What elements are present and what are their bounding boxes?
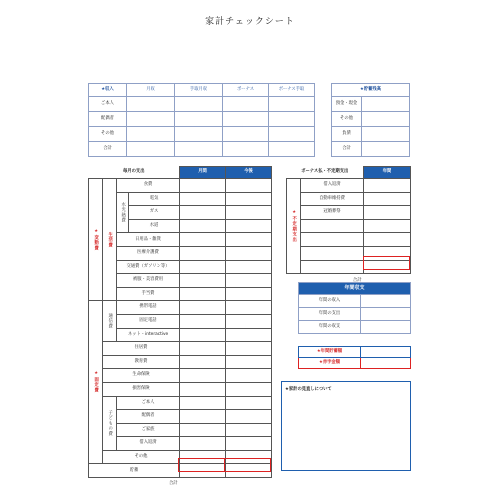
input-cell[interactable] (180, 355, 226, 369)
input-cell[interactable] (127, 127, 175, 142)
savings-row-label: 負債 (332, 127, 362, 142)
group-tsushin: 通信費 (103, 301, 117, 342)
item-sonota-hoken: 借入返済 (117, 437, 180, 451)
item-hifuku: 被服・美容費用 (117, 274, 180, 288)
input-cell[interactable] (226, 396, 272, 410)
input-cell[interactable] (269, 112, 315, 127)
bonus-total-highlight (363, 256, 410, 270)
annual-balance-table (298, 282, 411, 334)
annual-saving-value[interactable] (361, 347, 411, 358)
group-kotei: ★固定費 (89, 301, 103, 464)
input-cell[interactable] (226, 437, 272, 451)
input-cell[interactable] (180, 328, 226, 342)
input-cell[interactable] (226, 355, 272, 369)
input-cell[interactable] (361, 308, 411, 321)
input-cell[interactable] (269, 127, 315, 142)
input-cell[interactable] (226, 233, 272, 247)
input-cell[interactable] (361, 295, 411, 308)
monthly-expense-table (88, 166, 272, 491)
bonus-title: ボーナス払・不定期支出 (301, 169, 349, 175)
item-kyoiku: 教育費 (103, 355, 180, 369)
input-cell[interactable] (180, 301, 226, 315)
savings-row-label: 預金・現金 (332, 97, 362, 112)
input-cell[interactable] (364, 233, 411, 247)
input-cell[interactable] (180, 219, 226, 233)
bonus-item: 借入返済 (301, 179, 364, 193)
income-table (88, 83, 315, 157)
annual-header: 年間収支 (299, 283, 411, 295)
monthly-total-year[interactable] (226, 478, 272, 492)
input-cell[interactable] (180, 179, 226, 193)
input-cell[interactable] (226, 287, 272, 301)
input-cell[interactable] (362, 112, 410, 127)
input-cell[interactable] (180, 314, 226, 328)
bonus-total-label: 合計 (352, 277, 362, 283)
item-teate: 手当費 (117, 287, 180, 301)
input-cell[interactable] (226, 423, 272, 437)
bonus-item: 自動車維持費 (301, 192, 364, 206)
bonus-item-blank[interactable] (301, 260, 364, 274)
income-col-header: 月収 (127, 84, 175, 97)
input-cell[interactable] (223, 127, 269, 142)
input-cell[interactable] (175, 127, 223, 142)
item-gas: ガス (129, 206, 180, 220)
input-cell[interactable] (175, 142, 223, 157)
input-cell[interactable] (180, 260, 226, 274)
input-cell[interactable] (362, 127, 410, 142)
item-denki: 電気 (129, 192, 180, 206)
input-cell[interactable] (226, 314, 272, 328)
item-seimei: 生命保険 (103, 369, 180, 383)
income-col-header: ボーナス (223, 84, 269, 97)
annual-saving-table (298, 346, 411, 369)
input-cell[interactable] (226, 382, 272, 396)
input-cell[interactable] (226, 179, 272, 193)
income-col-header: ボーナス手取 (269, 84, 315, 97)
bonus-item-blank[interactable] (301, 233, 364, 247)
bonus-col-year: 年間 (364, 167, 411, 179)
item-jukyo: 住居費 (103, 342, 180, 356)
col-month-header: 月間 (180, 167, 226, 179)
input-cell[interactable] (226, 219, 272, 233)
input-cell[interactable] (364, 179, 411, 193)
input-cell[interactable] (362, 97, 410, 112)
income-row-label: その他 (89, 127, 127, 142)
monthly-title: 毎月の支出 (123, 169, 145, 175)
input-cell[interactable] (226, 274, 272, 288)
input-cell[interactable] (180, 396, 226, 410)
shortfall-label: ★赤字金額 (299, 358, 361, 369)
savings-header: ★貯蓄残高 (332, 84, 410, 97)
review-box[interactable] (281, 381, 411, 471)
shortfall-value[interactable] (361, 358, 411, 369)
input-cell[interactable] (180, 382, 226, 396)
input-cell[interactable] (180, 287, 226, 301)
input-cell[interactable] (223, 112, 269, 127)
item-chochiku: 貯蓄 (89, 464, 180, 478)
item-keitai: 携帯電話 (117, 301, 180, 315)
item-songai: 損害保険 (103, 382, 180, 396)
item-iryo: 医療介護費 (117, 246, 180, 260)
income-row-label: 配偶者 (89, 112, 127, 127)
annual-row-label: 年間の収入 (299, 295, 361, 308)
input-cell[interactable] (226, 192, 272, 206)
input-cell[interactable] (180, 437, 226, 451)
input-cell[interactable] (180, 274, 226, 288)
annual-row-label: 年間の支出 (299, 308, 361, 321)
input-cell[interactable] (226, 328, 272, 342)
income-header: ★収入 (89, 84, 127, 97)
item-sonota: その他 (103, 450, 180, 464)
item-suido: 水道 (129, 219, 180, 233)
input-cell[interactable] (127, 112, 175, 127)
input-cell[interactable] (180, 206, 226, 220)
item-kotsuhi: 交通費（ガソリン等） (117, 260, 180, 274)
item-gohonnin: ご本人 (117, 396, 180, 410)
input-cell[interactable] (180, 423, 226, 437)
input-cell[interactable] (180, 369, 226, 383)
item-kotei-denwa: 固定電話 (117, 314, 180, 328)
input-cell[interactable] (361, 321, 411, 334)
input-cell[interactable] (364, 206, 411, 220)
page-title: 家計チェックシート (205, 17, 295, 27)
input-cell[interactable] (223, 142, 269, 157)
input-cell[interactable] (269, 97, 315, 112)
group-suikonetsu: 水光熱費 (117, 192, 129, 233)
group-seikatsu: 生活費 (103, 179, 117, 301)
bonus-item: 冠婚葬祭 (301, 206, 364, 220)
input-cell[interactable] (175, 97, 223, 112)
input-cell[interactable] (362, 142, 410, 157)
bonus-item-blank[interactable] (301, 219, 364, 233)
input-cell[interactable] (175, 112, 223, 127)
input-cell[interactable] (180, 246, 226, 260)
input-cell[interactable] (127, 142, 175, 157)
input-cell[interactable] (226, 301, 272, 315)
input-cell[interactable] (226, 410, 272, 424)
group-hendo: ★変動費 (89, 179, 103, 301)
annual-row-label: 年間の収支 (299, 321, 361, 334)
group-kodomo: 子どもの費 (103, 396, 117, 450)
input-cell[interactable] (180, 410, 226, 424)
input-cell[interactable] (269, 142, 315, 157)
input-cell[interactable] (180, 342, 226, 356)
monthly-total-month-highlight (178, 458, 225, 472)
input-cell[interactable] (226, 206, 272, 220)
savings-row-label: その他 (332, 112, 362, 127)
savings-row-label: 合計 (332, 142, 362, 157)
review-label: ★家計の見直しについて (285, 387, 332, 392)
input-cell[interactable] (180, 192, 226, 206)
item-nichiyohin: 日用品・雑貨 (117, 233, 180, 247)
monthly-total-year-highlight (224, 458, 271, 472)
income-col-header: 手取月収 (175, 84, 223, 97)
item-haigusha: 配偶者 (117, 410, 180, 424)
input-cell[interactable] (364, 192, 411, 206)
input-cell[interactable] (127, 97, 175, 112)
input-cell[interactable] (226, 246, 272, 260)
input-cell[interactable] (226, 369, 272, 383)
input-cell[interactable] (226, 260, 272, 274)
income-row-label: ご本人 (89, 97, 127, 112)
monthly-total-month[interactable] (180, 478, 226, 492)
input-cell[interactable] (226, 342, 272, 356)
group-futeiki: ★不定期支出 (287, 179, 301, 274)
item-net: ネット・interactive (117, 328, 180, 342)
input-cell[interactable] (180, 233, 226, 247)
input-cell[interactable] (223, 97, 269, 112)
input-cell[interactable] (364, 219, 411, 233)
item-gokazoku: ご家族 (117, 423, 180, 437)
annual-saving-label: ★年間貯蓄額 (299, 347, 361, 358)
income-row-label: 合計 (89, 142, 127, 157)
savings-table (331, 83, 410, 157)
monthly-total-label: 合計 (168, 481, 178, 487)
bonus-item-blank[interactable] (301, 246, 364, 260)
col-year-header: 今後 (226, 167, 272, 179)
item-shokuhi: 食費 (117, 179, 180, 193)
